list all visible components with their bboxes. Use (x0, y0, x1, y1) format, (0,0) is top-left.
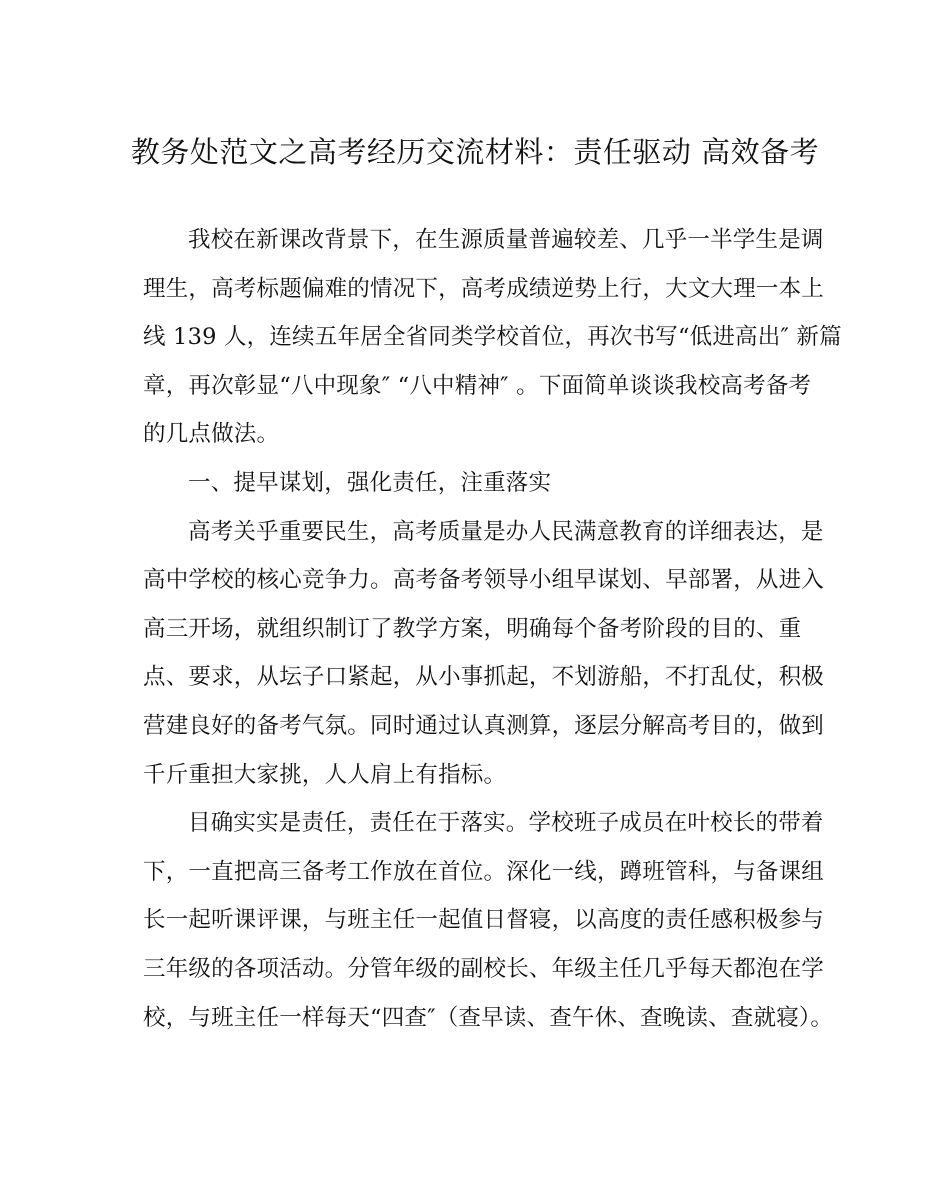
paragraph-1-line-1: 我校在新课改背景下，在生源质量普遍较差、几乎一半学生是调 (188, 227, 824, 253)
paragraph-3-line-3: 长一起听课评课，与班主任一起值日督寝，以高度的责任感积极参与 (143, 907, 825, 934)
paragraph-2-line-6: 千斤重担大家挑，人人肩上有指标。 (143, 761, 507, 788)
paragraph-3-line-5: 校，与班主任一样每天“四查″（查早读、查午休、查晚读、查就寝）。 (143, 1004, 834, 1031)
paragraph-2-line-1: 高考关乎重要民生，高考质量是办人民满意教育的详细表达，是 (188, 518, 824, 545)
paragraph-3-line-4: 三年级的各项活动。分管年级的副校长、年级主任几乎每天都泡在学 (143, 955, 825, 982)
paragraph-2-line-4: 点、要求，从坛子口紧起，从小事抓起，不划游船，不打乱仗，积极 (143, 664, 825, 691)
paragraph-1-line-3: 线 139 人，连续五年居全省同类学校首位，再次书写“低进高出″ 新篇 (143, 324, 842, 351)
paragraph-1-line-5: 的几点做法。 (143, 421, 280, 448)
document-body (143, 216, 842, 1042)
paragraph-2-line-2: 高中学校的核心竞争力。高考备考领导小组早谋划、早部署，从进入 (143, 567, 825, 594)
paragraph-1-line-4: 章，再次彰显“八中现象″ “八中精神″ 。下面简单谈谈我校高考备考 (143, 372, 812, 399)
paragraph-1-line-2: 理生，高考标题偏难的情况下，高考成绩逆势上行，大文大理一本上 (143, 275, 825, 302)
section-heading-1: 一、提早谋划，强化责任，注重落实 (188, 469, 552, 496)
paragraph-3-line-1: 目确实实是责任，责任在于落实。学校班子成员在叶校长的带着 (188, 810, 824, 837)
document-title: 教务处范文之高考经历交流材料：责任驱动 高效备考 (130, 135, 820, 169)
paragraph-3-line-2: 下，一直把高三备考工作放在首位。深化一线，蹲班管科，与备课组 (143, 858, 825, 885)
paragraph-2-line-3: 高三开场，就组织制订了教学方案，明确每个备考阶段的目的、重 (143, 615, 802, 642)
paragraph-2-line-5: 营建良好的备考气氛。同时通过认真测算，逐层分解高考目的，做到 (143, 712, 825, 739)
